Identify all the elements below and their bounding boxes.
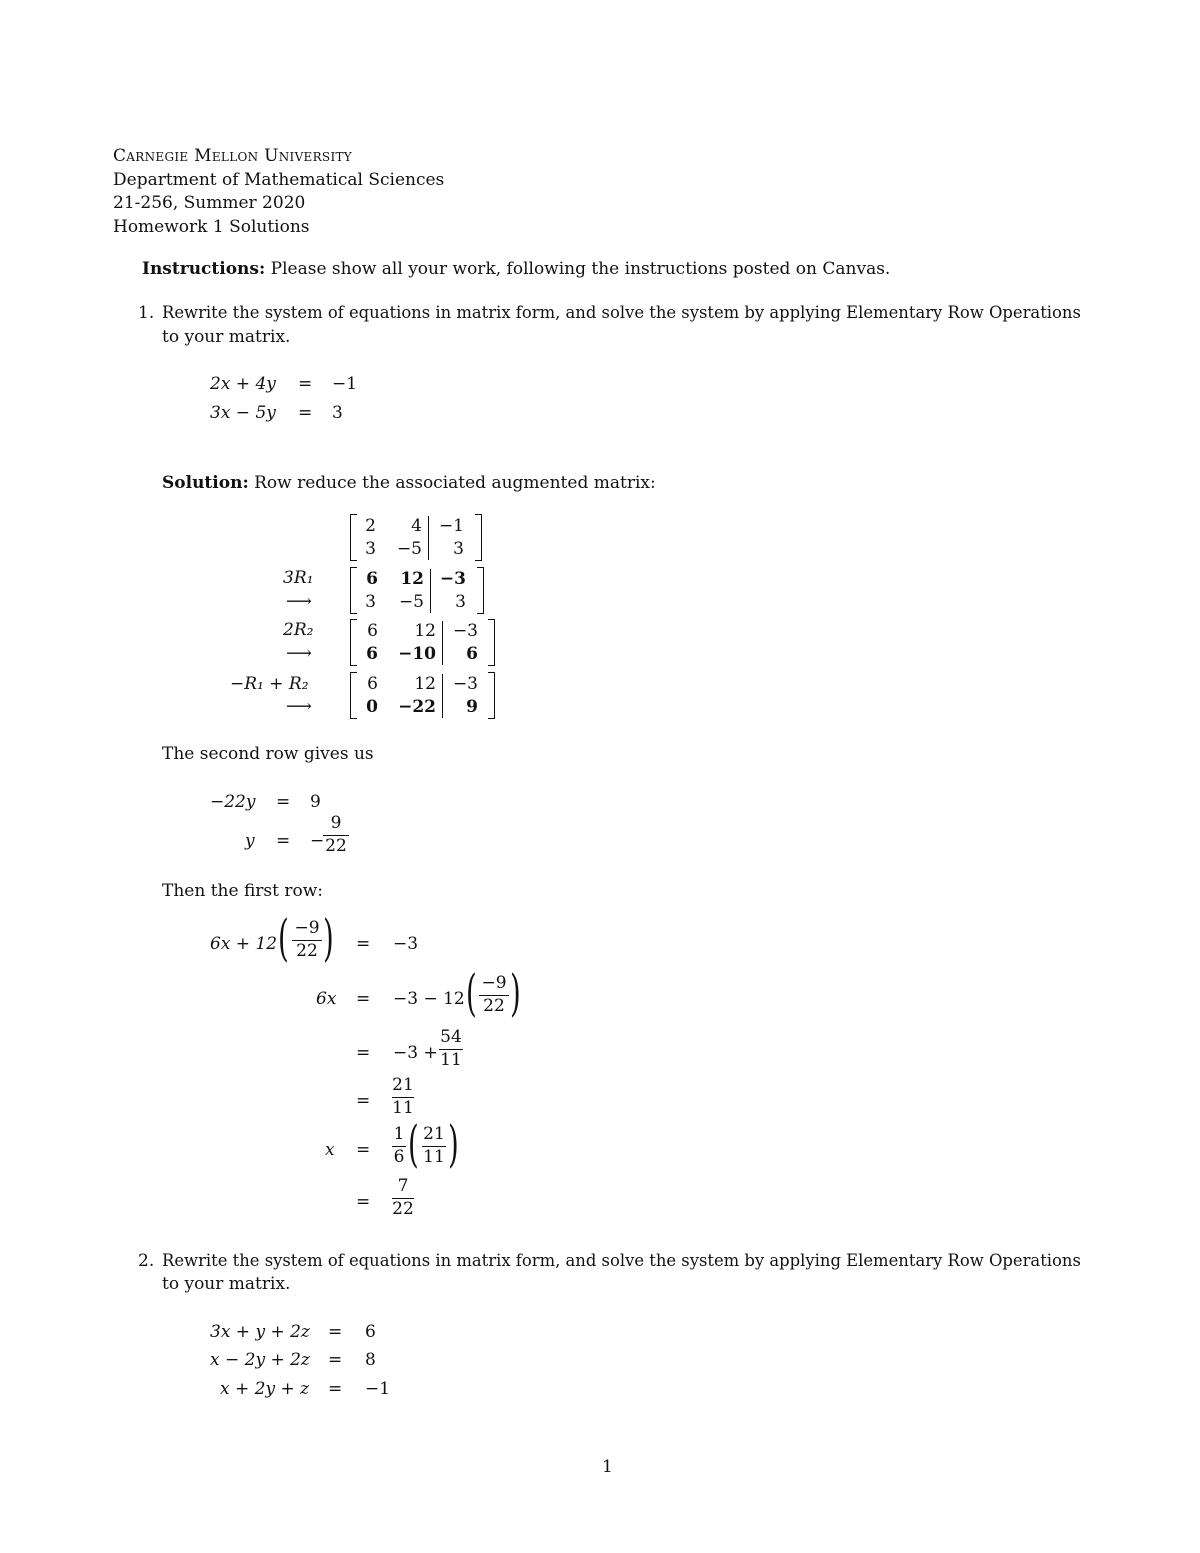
equation-rel: = — [328, 1350, 343, 1370]
equation-rhs: −3 − 12 — [393, 989, 465, 1009]
augment-bar — [430, 569, 431, 613]
row-operation-label: −R₁ + R₂ — [230, 674, 309, 694]
numerator: 1 — [393, 1124, 405, 1144]
equation-rel: = — [356, 1192, 371, 1212]
arrow-icon: ⟶ — [286, 696, 312, 717]
equation-rel: = — [276, 831, 291, 851]
right-bracket — [488, 672, 495, 719]
matrix-cell: 0 — [366, 697, 378, 717]
first-row-text: Then the first row: — [162, 881, 324, 901]
equation-rel: = — [356, 1043, 371, 1063]
second-row-text: The second row gives us — [162, 744, 374, 764]
matrix-cell: −3 — [452, 674, 478, 694]
right-bracket — [475, 514, 482, 561]
left-paren: ( — [466, 964, 477, 1022]
fraction — [392, 1077, 414, 1118]
augmented-matrix — [350, 567, 484, 615]
matrix-cell: −10 — [398, 644, 436, 664]
equation-rel: = — [356, 934, 371, 954]
equation-lhs: −22y — [210, 792, 256, 812]
left-bracket — [350, 672, 357, 719]
matrix-cell: 2 — [365, 516, 376, 536]
fraction — [392, 1178, 414, 1219]
equation-lhs: x — [325, 1140, 335, 1160]
matrix-cell: −22 — [398, 697, 436, 717]
augmented-matrix — [350, 514, 482, 562]
page-number: 1 — [602, 1457, 613, 1477]
right-paren: ) — [510, 964, 521, 1022]
matrix-cell: 3 — [365, 592, 376, 612]
equation-lhs: x − 2y + 2z — [210, 1350, 310, 1370]
problem-2-text-line-1: Rewrite the system of equations in matrix form, and solve the system by applying Elementary Row Operations — [162, 1251, 1081, 1270]
numerator: 9 — [330, 813, 342, 833]
equation-rhs: −1 — [365, 1379, 391, 1399]
left-bracket — [350, 619, 357, 666]
left-paren: ( — [408, 1115, 419, 1173]
left-bracket — [350, 514, 357, 561]
department-name: Department of Mathematical Sciences — [113, 170, 445, 190]
equation-rel: = — [356, 1140, 371, 1160]
denominator: 11 — [423, 1146, 445, 1167]
augmented-matrix — [350, 619, 495, 667]
numerator: 21 — [392, 1075, 414, 1095]
matrix-cell: −3 — [439, 569, 466, 589]
solution-label: Solution: — [162, 473, 249, 493]
matrix-cell: −1 — [438, 516, 464, 536]
row-operation-label: 3R₁ — [283, 568, 314, 588]
equation-lhs: 3x − 5y — [210, 403, 276, 423]
right-paren: ) — [323, 909, 334, 967]
fraction — [479, 975, 509, 1016]
matrix-cell: 6 — [366, 569, 378, 589]
equation-lhs: 6x + 12 — [210, 934, 278, 954]
augment-bar — [442, 621, 443, 665]
matrix-cell: 6 — [367, 621, 378, 641]
right-bracket — [488, 619, 495, 666]
numerator: −9 — [481, 973, 507, 993]
matrix-cell: 6 — [466, 644, 478, 664]
matrix-cell: 3 — [453, 539, 464, 559]
arrow-icon: ⟶ — [286, 591, 312, 612]
problem-1-number: 1. — [138, 303, 155, 323]
equation-rhs: −1 — [332, 374, 358, 394]
denominator: 22 — [483, 995, 505, 1016]
equation-rhs: 3 — [332, 403, 343, 423]
matrix-cell: 6 — [366, 644, 378, 664]
minus-sign: − — [310, 831, 325, 851]
equation-rhs: 8 — [365, 1350, 376, 1370]
course-info: 21-256, Summer 2020 — [113, 193, 306, 213]
equation-rel: = — [298, 374, 313, 394]
instructions-text: Please show all your work, following the instructions posted on Canvas. — [270, 259, 891, 279]
problem-2-text-line-2: to your matrix. — [162, 1274, 291, 1294]
denominator: 11 — [440, 1049, 462, 1070]
augmented-matrix — [350, 672, 495, 720]
equation-rhs: 9 — [310, 792, 321, 812]
equation-rhs: 6 — [365, 1322, 376, 1342]
augment-bar — [428, 516, 429, 560]
numerator: 54 — [440, 1027, 462, 1047]
fraction — [323, 815, 349, 856]
matrix-cell: 4 — [411, 516, 422, 536]
numerator: −9 — [294, 918, 320, 938]
instructions-label: Instructions: — [142, 259, 266, 279]
fraction — [439, 1029, 463, 1070]
problem-1-text-line-1: Rewrite the system of equations in matrix form, and solve the system by applying Elementary Row Operations — [162, 303, 1081, 322]
solution-line — [162, 475, 656, 492]
university-name: Carnegie Mellon University — [113, 146, 353, 166]
matrix-cell: −5 — [396, 539, 422, 559]
equation-rhs: −3 + — [393, 1043, 438, 1063]
instructions — [142, 261, 890, 278]
fraction — [392, 1126, 406, 1167]
fraction — [292, 920, 322, 961]
augment-bar — [442, 674, 443, 718]
matrix-cell: 9 — [466, 697, 478, 717]
equation-rel: = — [276, 792, 291, 812]
arrow-icon: ⟶ — [286, 643, 312, 664]
denominator: 22 — [325, 835, 347, 856]
row-operation-label: 2R₂ — [283, 620, 314, 640]
right-bracket — [477, 567, 484, 614]
problem-1-text-line-2: to your matrix. — [162, 327, 291, 347]
equation-rel: = — [298, 403, 313, 423]
equation-lhs: 2x + 4y — [210, 374, 276, 394]
matrix-cell: 6 — [367, 674, 378, 694]
denominator: 6 — [393, 1146, 405, 1167]
fraction — [422, 1126, 446, 1167]
matrix-cell: 12 — [414, 621, 436, 641]
left-paren: ( — [278, 909, 289, 967]
equation-lhs: 6x — [316, 989, 337, 1009]
denominator: 22 — [296, 940, 318, 961]
equation-lhs: x + 2y + z — [220, 1379, 310, 1399]
matrix-cell: 12 — [400, 569, 424, 589]
matrix-cell: 12 — [414, 674, 436, 694]
problem-2-number: 2. — [138, 1251, 155, 1271]
matrix-cell: 3 — [365, 539, 376, 559]
solution-text: Row reduce the associated augmented matrix: — [254, 473, 656, 493]
equation-rel: = — [356, 1091, 371, 1111]
equation-rel: = — [328, 1322, 343, 1342]
equation-rel: = — [328, 1379, 343, 1399]
matrix-cell: −5 — [398, 592, 424, 612]
matrix-cell: 3 — [455, 592, 466, 612]
numerator: 21 — [423, 1124, 445, 1144]
numerator: 7 — [397, 1176, 409, 1196]
denominator: 22 — [392, 1198, 414, 1219]
right-paren: ) — [448, 1115, 459, 1173]
equation-rel: = — [356, 989, 371, 1009]
left-bracket — [350, 567, 357, 614]
assignment-title: Homework 1 Solutions — [113, 217, 310, 237]
equation-lhs: y — [245, 831, 255, 851]
matrix-cell: −3 — [452, 621, 478, 641]
equation-rhs: −3 — [393, 934, 419, 954]
equation-lhs: 3x + y + 2z — [210, 1322, 310, 1342]
denominator: 11 — [392, 1097, 414, 1118]
